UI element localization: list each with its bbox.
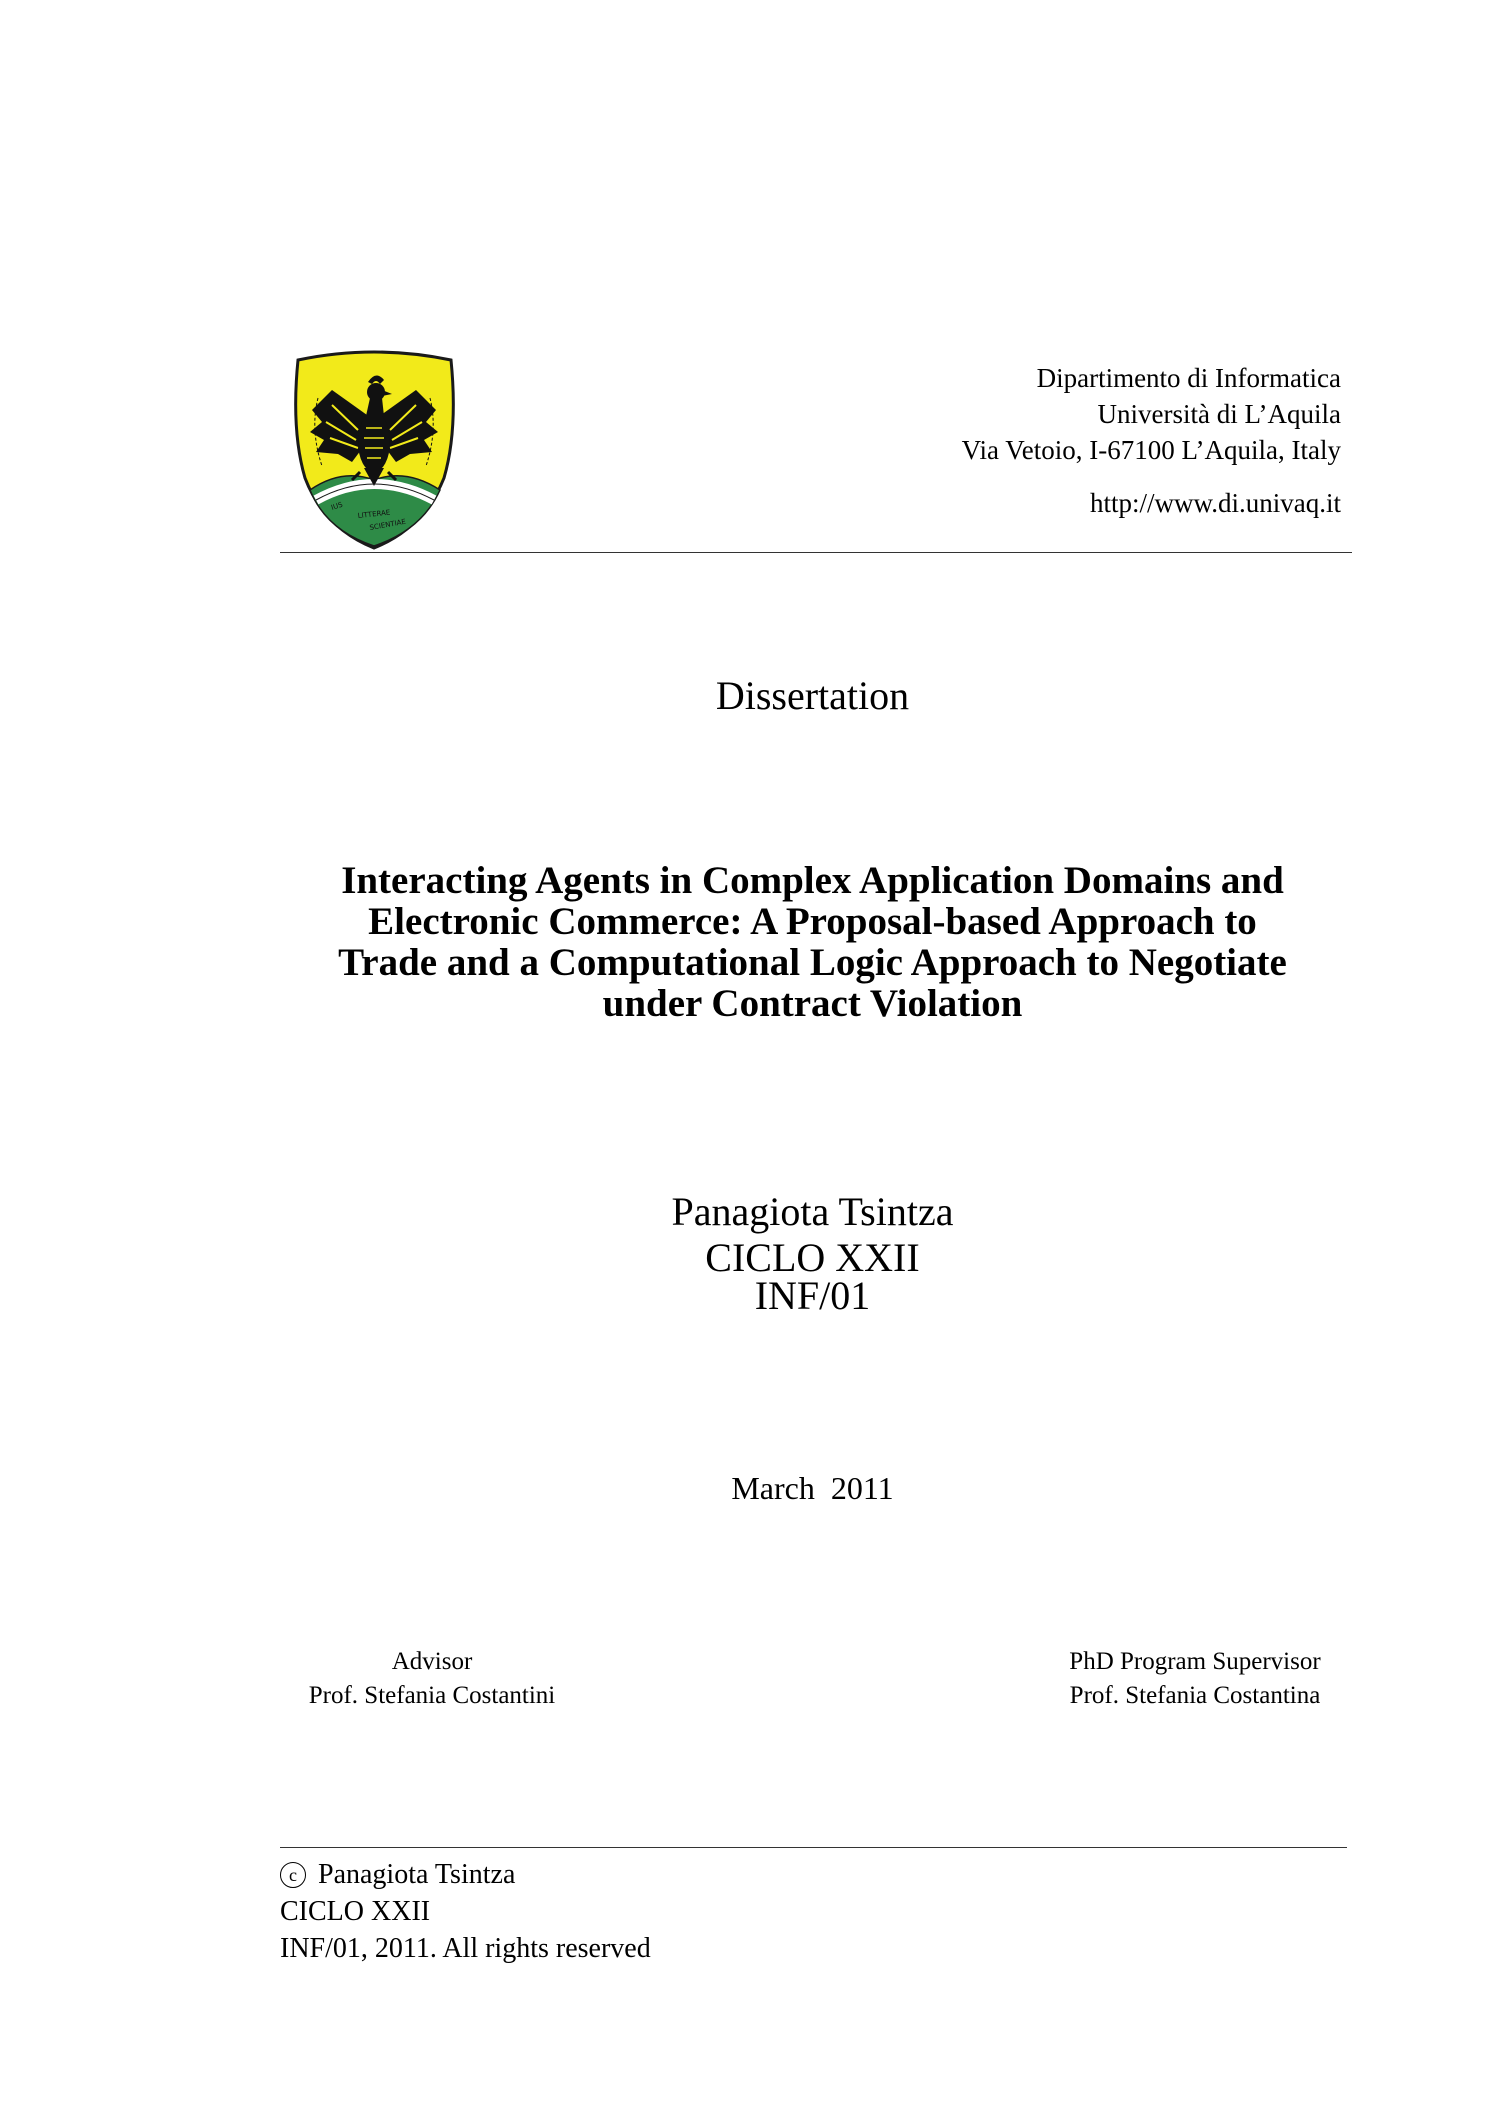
header-divider: [280, 552, 1352, 553]
university-name: Università di L’Aquila: [1097, 399, 1341, 429]
doctoral-cycle: CICLO XXII: [705, 1235, 920, 1280]
dissertation-title: [260, 860, 1365, 1024]
copyright-rights: INF/01, 2011. All rights reserved: [280, 1933, 651, 1964]
department-url[interactable]: http://www.di.univaq.it: [1090, 488, 1341, 518]
svg-text:SCIENTIAE: SCIENTIAE: [368, 517, 407, 532]
author-name: Panagiota Tsintza: [671, 1189, 954, 1234]
submission-date: March 2011: [731, 1470, 894, 1506]
university-crest-icon: [292, 350, 457, 552]
department-address-block: [741, 360, 1341, 468]
advisor-name: Prof. Stefania Costantini: [308, 1682, 556, 1709]
title-line: Interacting Agents in Complex Application Domains and: [341, 859, 1284, 902]
title-line: under Contract Violation: [602, 982, 1023, 1025]
supervisor-role: PhD Program Supervisor: [1069, 1648, 1321, 1675]
document-type: Dissertation: [715, 673, 910, 718]
copyright-line: [280, 1856, 1080, 1893]
svg-text:LITTERAE: LITTERAE: [357, 508, 391, 520]
footer-divider: [280, 1847, 1347, 1848]
copyright-icon: c: [280, 1862, 306, 1888]
author-block: [0, 1185, 1489, 1318]
department-address: Via Vetoio, I-67100 L’Aquila, Italy: [961, 435, 1341, 465]
advisor-block: [262, 1645, 602, 1713]
scientific-sector: INF/01: [754, 1273, 871, 1318]
copyright-holder: Panagiota Tsintza: [318, 1859, 516, 1890]
svg-text:IUS: IUS: [330, 500, 344, 512]
department-name: Dipartimento di Informatica: [1036, 363, 1341, 393]
copyright-block: [280, 1856, 1080, 1967]
supervisor-block: [1010, 1645, 1380, 1713]
supervisor-name: Prof. Stefania Costantina: [1069, 1682, 1321, 1709]
advisor-role: Advisor: [391, 1648, 473, 1675]
title-line: Trade and a Computational Logic Approach to Negotiate: [338, 941, 1287, 984]
title-line: Electronic Commerce: A Proposal-based Approach to: [368, 900, 1257, 943]
copyright-cycle: CICLO XXII: [280, 1896, 431, 1927]
